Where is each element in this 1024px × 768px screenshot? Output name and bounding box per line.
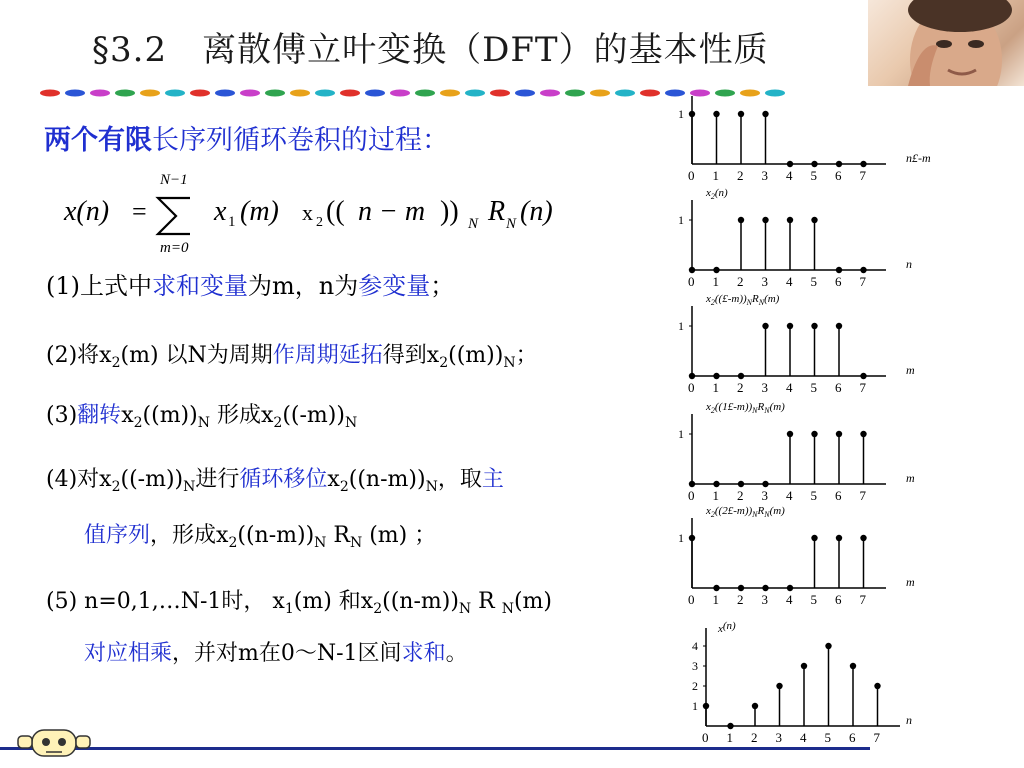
- x-tick-label: 6: [835, 380, 842, 395]
- stem-point: [787, 431, 793, 437]
- x-tick-label: 0: [688, 488, 695, 503]
- step-4b-text-d: (m) ；: [362, 523, 437, 548]
- x-tick-label: 6: [835, 592, 842, 607]
- stem-plot-3: [678, 293, 915, 395]
- step-5-continued: [84, 636, 468, 667]
- stem-plots: [676, 96, 948, 752]
- x-axis-label: m: [906, 363, 915, 377]
- stem-point: [801, 663, 807, 669]
- x-tick-label: 4: [786, 168, 793, 183]
- divider-dot: [65, 90, 85, 97]
- stem-point: [787, 323, 793, 329]
- stem-point: [703, 703, 709, 709]
- stem-plot-5: [678, 505, 915, 607]
- x-tick-label: 6: [835, 168, 842, 183]
- step-5-text-c: ((n-m)): [382, 589, 459, 614]
- step-5-text-b: (m) 和x: [293, 589, 374, 614]
- stem-point: [738, 111, 744, 117]
- step-2-text-c: 得到x: [382, 343, 440, 368]
- divider-dot: [265, 90, 285, 97]
- x-tick-label: 4: [800, 730, 807, 745]
- divider-dot: [515, 90, 535, 97]
- x-tick-label: 2: [737, 592, 744, 607]
- step-4b-sub-1: 2: [228, 535, 238, 551]
- y-tick-label: 1: [678, 213, 684, 227]
- x-tick-label: 3: [761, 380, 768, 395]
- section-subtitle: [44, 118, 449, 157]
- x-tick-label: 4: [786, 488, 793, 503]
- step-4b-highlight: 值序列: [84, 523, 151, 548]
- stem-point: [776, 683, 782, 689]
- x-axis-label: m: [906, 575, 915, 589]
- x-tick-label: 1: [712, 168, 719, 183]
- formula-R: R: [488, 196, 506, 227]
- step-1-highlight-b: 参变量: [358, 272, 431, 300]
- step-4b-text-b: ((n-m)): [237, 523, 315, 548]
- x-tick-label: 0: [688, 274, 695, 289]
- step-4b-sub-3: N: [349, 535, 363, 551]
- x-tick-label: 7: [873, 730, 880, 745]
- divider-dot: [140, 90, 160, 97]
- divider-dot: [215, 90, 235, 97]
- stem-point: [713, 585, 719, 591]
- step-1-text-a: 上式中: [80, 272, 152, 300]
- x-tick-label: 6: [849, 730, 856, 745]
- step-4-text-e: ((n-m)): [348, 467, 426, 492]
- x-tick-label: 3: [775, 730, 782, 745]
- divider-dot: [365, 90, 385, 97]
- x-tick-label: 7: [859, 168, 866, 183]
- y-tick-label: 1: [678, 531, 684, 545]
- stem-point: [850, 663, 856, 669]
- step-2-highlight: 作周期延拓: [272, 343, 383, 368]
- step-2-text-d: ((m)): [448, 343, 504, 368]
- formula-eq: =: [132, 197, 147, 226]
- formula-sum-bottom: m=0: [160, 240, 189, 256]
- step-2: [46, 338, 538, 371]
- step-2-sub-3: N: [503, 355, 516, 371]
- formula-N-sub: N: [468, 216, 479, 232]
- stem-point: [860, 161, 866, 167]
- step-5b-text-a: ，并对m在0～N-1区间: [172, 641, 402, 666]
- step-5-text-d: R: [471, 589, 502, 614]
- step-4-sub-4: N: [425, 479, 438, 495]
- x-tick-label: 1: [712, 380, 719, 395]
- divider-dot: [190, 90, 210, 97]
- subtitle-bold: 两个有限: [44, 125, 152, 156]
- formula-open: ((: [326, 196, 345, 227]
- stem-point: [713, 111, 719, 117]
- divider-dot: [440, 90, 460, 97]
- formula-x2: x: [302, 200, 313, 225]
- step-3-text-b: ((m)): [142, 403, 198, 428]
- plot-title: $x_2((£-m))_NR_N(m)$: [706, 293, 780, 307]
- step-3-text-d: ((-m)): [282, 403, 345, 428]
- step-4-text-d: x: [327, 467, 340, 492]
- decorative-photo: [868, 0, 1024, 86]
- x-tick-label: 1: [712, 592, 719, 607]
- divider-dot: [615, 90, 635, 97]
- stem-point: [752, 703, 758, 709]
- formula-lhs: x(n): [64, 196, 110, 227]
- divider-dot: [115, 90, 135, 97]
- x-tick-label: 3: [761, 274, 768, 289]
- divider-dot: [565, 90, 585, 97]
- x-tick-label: 5: [810, 274, 817, 289]
- stem-plot-4: [678, 401, 915, 503]
- stem-point: [811, 323, 817, 329]
- divider-dot: [315, 90, 335, 97]
- x-axis-label: n£-m: [906, 151, 931, 165]
- stem-point: [874, 683, 880, 689]
- stem-point: [689, 535, 695, 541]
- x-tick-label: 4: [786, 380, 793, 395]
- step-4-sub-1: 2: [111, 479, 121, 495]
- sigma-symbol: [158, 198, 190, 234]
- x-tick-label: 5: [810, 380, 817, 395]
- portrait-image: [868, 0, 1024, 86]
- formula-R-sub: N: [506, 216, 517, 232]
- step-4-continued: [84, 518, 436, 551]
- stem-point: [811, 431, 817, 437]
- divider-dot: [290, 90, 310, 97]
- stem-point: [836, 161, 842, 167]
- stem-point: [689, 481, 695, 487]
- x-tick-label: 3: [761, 488, 768, 503]
- stem-point: [689, 373, 695, 379]
- stem-point: [738, 481, 744, 487]
- step-2-sub-1: 2: [111, 355, 121, 371]
- step-3-text-c: 形成x: [209, 403, 274, 428]
- stem-point: [836, 323, 842, 329]
- divider-dot: [390, 90, 410, 97]
- stem-point: [738, 585, 744, 591]
- formula-x1: x: [214, 196, 227, 227]
- formula-sum-top: N−1: [160, 172, 188, 188]
- x-tick-label: 2: [737, 488, 744, 503]
- x-axis-label: m: [906, 471, 915, 485]
- x-tick-label: 0: [702, 730, 709, 745]
- x-tick-label: 5: [824, 730, 831, 745]
- step-1-num: (1): [46, 272, 80, 300]
- x-tick-label: 0: [688, 592, 695, 607]
- x-tick-label: 5: [810, 168, 817, 183]
- x-tick-label: 5: [810, 488, 817, 503]
- step-5-sub-2: 2: [373, 601, 383, 617]
- stem-point: [836, 535, 842, 541]
- stem-point: [836, 431, 842, 437]
- plot-title: $x_2((2£-m))_NR_N(m)$: [706, 505, 785, 519]
- formula-R-arg: (n): [520, 196, 553, 227]
- step-2-text-a: (2)将x: [46, 343, 112, 368]
- step-3-sub-2: N: [197, 415, 210, 431]
- subtitle-rest: 长序列循环卷积的过程：: [152, 125, 449, 156]
- step-2-end: ；: [515, 343, 538, 368]
- step-5-sub-1: 1: [284, 601, 294, 617]
- step-1-end: ；: [430, 272, 455, 300]
- stem-point: [811, 217, 817, 223]
- y-tick-label: 1: [678, 427, 684, 441]
- stem-point: [762, 217, 768, 223]
- formula-x1-sub: 1: [228, 214, 236, 230]
- stem-plot-1: [678, 96, 931, 183]
- formula-x1-arg: (m): [240, 196, 279, 227]
- stem-point: [787, 161, 793, 167]
- x-axis-label: n: [906, 713, 912, 727]
- stem-point: [787, 585, 793, 591]
- x-tick-label: 1: [726, 730, 733, 745]
- stem-point: [762, 481, 768, 487]
- stem-point: [860, 535, 866, 541]
- x-tick-label: 5: [810, 592, 817, 607]
- x-tick-label: 6: [835, 488, 842, 503]
- step-2-text-b: (m) 以N为周期: [120, 343, 273, 368]
- plot-title: $x_2((1£-m))_NR_N(m)$: [706, 401, 785, 415]
- y-tick-label: 3: [692, 659, 698, 673]
- divider-dot: [540, 90, 560, 97]
- formula-close: )): [440, 196, 459, 227]
- x-tick-label: 6: [835, 274, 842, 289]
- convolution-formula: [60, 168, 600, 258]
- step-5: [46, 584, 552, 617]
- step-5-sub-3: N: [458, 601, 472, 617]
- x-axis-label: n: [906, 257, 912, 271]
- stem-point: [689, 267, 695, 273]
- step-1: [46, 266, 454, 301]
- stem-point: [825, 643, 831, 649]
- stem-point: [860, 431, 866, 437]
- formula-nm: n − m: [358, 196, 426, 227]
- stem-point: [738, 217, 744, 223]
- step-5b-highlight-a: 对应相乘: [84, 641, 173, 666]
- step-3-text-a: x: [121, 403, 134, 428]
- divider-dot: [90, 90, 110, 97]
- stem-point: [787, 217, 793, 223]
- step-5-text-a: (5) n=0,1,…N-1时， x: [46, 589, 285, 614]
- stem-point: [811, 161, 817, 167]
- step-4: [46, 462, 504, 495]
- step-3-sub-3: 2: [273, 415, 283, 431]
- stem-point: [836, 267, 842, 273]
- stem-point: [738, 373, 744, 379]
- y-tick-label: 4: [692, 639, 698, 653]
- formula-x2-sub: 2: [316, 215, 323, 230]
- x-tick-label: 4: [786, 274, 793, 289]
- x-tick-label: 7: [859, 274, 866, 289]
- step-4-highlight-b: 主: [481, 467, 504, 492]
- step-4b-sub-2: N: [314, 535, 327, 551]
- divider-dot: [40, 90, 60, 97]
- step-1-text-b: 为m，n为: [248, 272, 359, 300]
- y-tick-label: 1: [678, 107, 684, 121]
- step-2-sub-2: 2: [439, 355, 449, 371]
- stem-point: [811, 535, 817, 541]
- step-4-text-a: (4)对x: [46, 467, 112, 492]
- step-5b-highlight-b: 求和: [401, 641, 446, 666]
- stem-point: [762, 111, 768, 117]
- step-3-sub-1: 2: [133, 415, 143, 431]
- stem-point: [860, 373, 866, 379]
- x-tick-label: 2: [751, 730, 758, 745]
- stem-point: [727, 723, 733, 729]
- step-4-sub-3: 2: [339, 479, 349, 495]
- x-tick-label: 7: [859, 592, 866, 607]
- step-1-highlight-a: 求和变量: [152, 272, 248, 300]
- step-3-sub-4: N: [344, 415, 358, 431]
- stem-point: [762, 585, 768, 591]
- x-tick-label: 1: [712, 274, 719, 289]
- stem-plot-2: [678, 187, 912, 289]
- divider-dot: [640, 90, 660, 97]
- divider-dot: [465, 90, 485, 97]
- step-5-text-e: (m): [513, 589, 552, 614]
- x-tick-label: 4: [786, 592, 793, 607]
- x-tick-label: 0: [688, 168, 695, 183]
- y-tick-label: 1: [678, 319, 684, 333]
- y-tick-label: 1: [692, 699, 698, 713]
- x-tick-label: 1: [712, 488, 719, 503]
- step-4-sub-2: N: [183, 479, 196, 495]
- plot-title: x(n): [718, 620, 736, 635]
- divider-dot: [240, 90, 260, 97]
- page-title: §3.2 离散傅立叶变换（DFT）的基本性质: [92, 30, 769, 70]
- divider-dot: [490, 90, 510, 97]
- step-4-highlight-a: 循环移位: [239, 467, 328, 492]
- step-3-highlight: 翻转: [77, 403, 122, 428]
- step-5b-end: 。: [445, 641, 468, 666]
- stem-plot-6: [692, 620, 912, 745]
- step-4-text-b: ((-m)): [120, 467, 184, 492]
- divider-dot: [165, 90, 185, 97]
- stem-point: [689, 111, 695, 117]
- x-tick-label: 2: [737, 274, 744, 289]
- footer-divider: [0, 747, 870, 750]
- stem-point: [762, 323, 768, 329]
- x-tick-label: 7: [859, 488, 866, 503]
- step-4b-text-a: ，形成x: [150, 523, 229, 548]
- divider-dot: [340, 90, 360, 97]
- x-tick-label: 3: [761, 168, 768, 183]
- step-4-text-c: 进行: [195, 467, 240, 492]
- y-tick-label: 2: [692, 679, 698, 693]
- x-tick-label: 3: [761, 592, 768, 607]
- step-3-num: (3): [46, 403, 78, 428]
- stem-point: [713, 373, 719, 379]
- step-3: [46, 398, 357, 431]
- stem-point: [713, 481, 719, 487]
- x-tick-label: 0: [688, 380, 695, 395]
- x-tick-label: 2: [737, 380, 744, 395]
- divider-dot: [590, 90, 610, 97]
- stem-point: [860, 267, 866, 273]
- stem-point: [713, 267, 719, 273]
- step-4-text-f: ，取: [437, 467, 482, 492]
- x-tick-label: 2: [737, 168, 744, 183]
- divider-dot: [415, 90, 435, 97]
- step-5-sub-4: N: [501, 601, 514, 617]
- plot-title: $x_2(n)$: [706, 187, 728, 201]
- x-tick-label: 7: [859, 380, 866, 395]
- step-4b-text-c: R: [326, 523, 350, 548]
- mascot-icon: [12, 722, 92, 762]
